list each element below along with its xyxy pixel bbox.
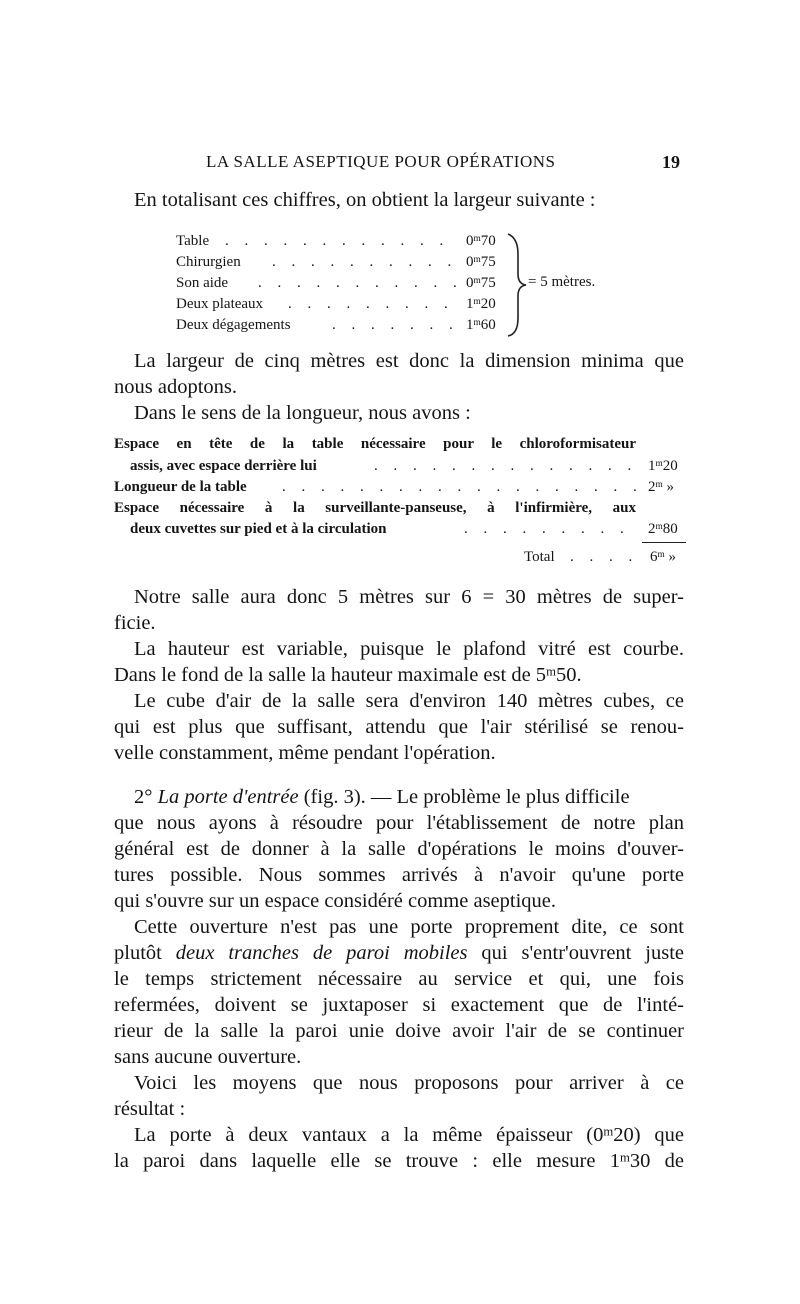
paragraph-line: La porte à deux vantaux a la même épaisseur (0$^m$20) que <box>134 1124 684 1146</box>
sum-rule <box>642 542 686 543</box>
paragraph-line: refermées, doivent se juxtaposer si exactement que de l'inté- <box>114 994 684 1016</box>
paragraph-line: le temps strictement nécessaire au service et qui, une fois <box>114 968 684 990</box>
width-row-value: 0$^m$75 <box>466 275 496 291</box>
width-row-value: 0$^m$75 <box>466 254 496 270</box>
paragraph-line: tures possible. Nous sommes arrivés à n'avoir qu'une porte <box>114 864 684 886</box>
leader-dots <box>570 549 640 566</box>
paragraph-line: sans aucune ouverture. <box>114 1046 302 1068</box>
paragraph-line: que nous ayons à résoudre pour l'établissement de notre plan <box>114 812 684 834</box>
paragraph-line: qui s'ouvre sur un espace considéré comme aseptique. <box>114 890 557 912</box>
intro-sentence: En totalisant ces chiffres, on obtient la largeur suivante : <box>134 189 596 211</box>
paragraph-line: Dans le sens de la longueur, nous avons : <box>134 402 471 424</box>
length-row-text: assis, avec espace derrière lui <box>130 458 317 474</box>
width-row-label: Deux plateaux <box>176 296 264 312</box>
page-number: 19 <box>662 152 680 172</box>
paragraph-line: plutôt deux tranches de paroi mobiles qui s'entr'ouvrent juste <box>114 942 684 964</box>
paragraph-line: nous adoptons. <box>114 376 237 398</box>
paragraph-line: ficie. <box>114 612 156 634</box>
paragraph-line: général est de donner à la salle d'opérations le moins d'ouver- <box>114 838 684 860</box>
width-row-label: Son aide <box>176 275 229 291</box>
length-row-value: 2$^m$80 <box>648 521 678 537</box>
section-heading-line: 2° La porte d'entrée (fig. 3). — Le problème le plus difficile <box>134 786 630 808</box>
width-row-label: Chirurgien <box>176 254 241 270</box>
leader-dots <box>374 458 640 475</box>
length-row-text: Espace nécessaire à la surveillante-panseuse, à l'infirmière, aux <box>114 500 636 516</box>
paragraph-line: Cette ouverture n'est pas une porte proprement dite, ce sont <box>134 916 684 938</box>
paragraph-line: Notre salle aura donc 5 mètres sur 6 = 30 mètres de super- <box>134 586 684 608</box>
paragraph-line: Le cube d'air de la salle sera d'environ 140 mètres cubes, ce <box>134 690 684 712</box>
section-number: 2° <box>134 786 153 808</box>
length-row-text: Longueur de la table <box>114 479 247 495</box>
total-label: Total <box>524 549 555 565</box>
width-row-value: 1$^m$20 <box>466 296 496 312</box>
leader-dots <box>288 296 457 313</box>
length-row-text: Espace en tête de la table nécessaire pour le chloroformisateur <box>114 436 636 452</box>
leader-dots <box>332 317 457 334</box>
leader-dots <box>258 275 457 292</box>
width-total: = 5 mètres. <box>528 274 596 290</box>
length-row-text: deux cuvettes sur pied et à la circulation <box>130 521 387 537</box>
paragraph-line: La hauteur est variable, puisque le plafond vitré est courbe. <box>134 638 684 660</box>
section-title: La porte d'entrée <box>157 786 299 808</box>
length-row-value: 1$^m$20 <box>648 458 678 474</box>
width-row-label: Deux dégagements <box>176 317 291 333</box>
length-row-value: 2$^m$ » <box>648 479 674 495</box>
leader-dots <box>464 521 640 538</box>
length-total-value: 6$^m$ » <box>650 549 676 565</box>
leader-dots <box>282 479 640 496</box>
right-brace <box>506 232 528 338</box>
paragraph-line: rieur de la salle la paroi unie doive avoir l'air de se continuer <box>114 1020 684 1042</box>
paragraph-line: la paroi dans laquelle elle se trouve : elle mesure 1$^m$30 de <box>114 1150 684 1172</box>
leader-dots <box>272 254 457 271</box>
paragraph-line: Voici les moyens que nous proposons pour arriver à ce <box>134 1072 684 1094</box>
paragraph-line: qui est plus que suffisant, attendu que l'air stérilisé se renou- <box>114 716 684 738</box>
width-row-label: Table <box>176 233 210 249</box>
paragraph-line: Dans le fond de la salle la hauteur maximale est de 5$^m$50. <box>114 664 582 686</box>
paragraph-line: velle constamment, même pendant l'opération. <box>114 742 496 764</box>
width-row-value: 1$^m$60 <box>466 317 496 333</box>
width-row-value: 0$^m$70 <box>466 233 496 249</box>
running-header: LA SALLE ASEPTIQUE POUR OPÉRATIONS <box>206 152 556 171</box>
leader-dots <box>225 233 457 250</box>
paragraph-line: résultat : <box>114 1098 186 1120</box>
paragraph-line: La largeur de cinq mètres est donc la dimension minima que <box>134 350 684 372</box>
